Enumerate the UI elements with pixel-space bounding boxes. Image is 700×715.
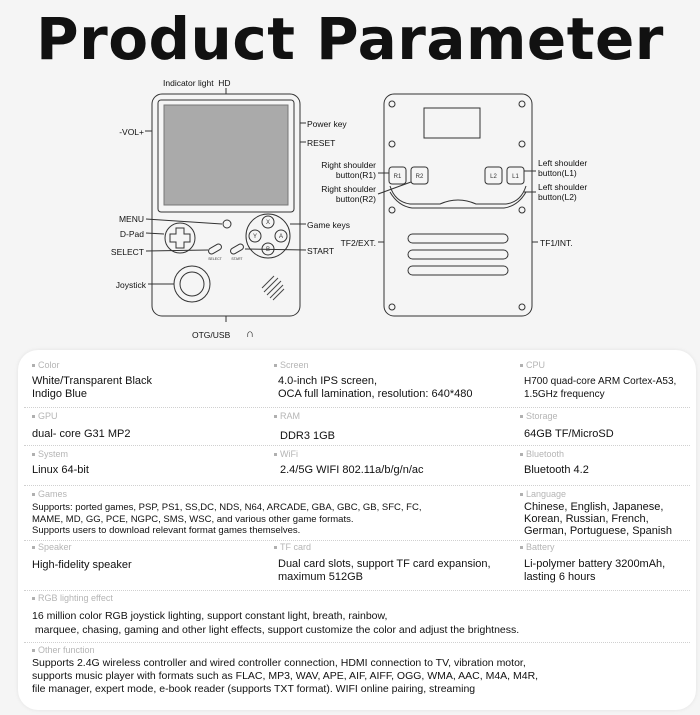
spec-games-value: Supports: ported games, PSP, PS1, SS,DC, NDS, N64, ARCADE, GBA, GBC, GB, SFC, FC, MAME, MD, GG, PCE, NGPC, SMS, WSC, and various other game formats. Supports users to download relevant format games themselves.	[32, 502, 422, 536]
spec-storage-value: 64GB TF/MicroSD	[524, 428, 614, 440]
spec-gpu-title: GPU	[32, 411, 58, 422]
spec-battery-title: Battery	[520, 542, 555, 553]
start-pill	[229, 243, 244, 255]
label-game-keys: Game keys	[307, 220, 350, 230]
device-line-art	[0, 78, 700, 348]
label-right-shoulder-r2: Right shoulder button(R2)	[321, 184, 376, 204]
select-pill	[207, 243, 222, 255]
btn-r2-label: R2	[415, 174, 424, 180]
spec-rgb-title: RGB lighting effect	[32, 593, 113, 604]
label-select: SELECT	[110, 247, 144, 257]
spec-cpu-value: H700 quad-core ARM Cortex-A53, 1.5GHz frequency	[524, 376, 677, 400]
spec-color-title: Color	[32, 360, 60, 371]
front-screen	[164, 105, 288, 205]
spec-speaker-value: High-fidelity speaker	[32, 559, 132, 571]
joystick-outer	[174, 266, 210, 302]
btn-y-label: Y	[252, 234, 258, 240]
select-pill-text: SELECT	[208, 257, 222, 261]
spec-battery-value: Li-polymer battery 3200mAh, lasting 6 hours	[524, 558, 666, 583]
label-hd: HD	[218, 78, 231, 88]
spec-screen-value: 4.0-inch IPS screen, OCA full lamination, resolution: 640*480	[278, 375, 473, 400]
spec-cpu-title: CPU	[520, 360, 545, 371]
menu-button	[223, 220, 231, 228]
back-body	[384, 94, 532, 316]
spec-card	[18, 350, 696, 710]
spec-games-title: Games	[32, 489, 67, 500]
label-otg-usb: OTG/USB	[192, 330, 231, 340]
spec-wifi-title: WiFi	[274, 449, 298, 460]
spec-other-value: Supports 2.4G wireless controller and wired controller connection, HDMI connection to TV, vibration motor, supports music player with formats such as FLAC, MP3, WAV, APE, AIF, AIFF, OGG, WMA, AAC, M4A, M4R, file manager, expert mode, e-book reader (supports TXT format). WIFI online pairing, streaming	[32, 657, 539, 695]
btn-l1-label: L1	[512, 174, 519, 180]
spec-wifi-value: 2.4/5G WIFI 802.11a/b/g/n/ac	[280, 464, 424, 476]
label-power-key: Power key	[307, 119, 347, 129]
spec-bluetooth-title: Bluetooth	[520, 449, 564, 460]
btn-r1-label: R1	[393, 174, 402, 180]
spec-rgb-value: 16 million color RGB joystick lighting, support constant light, breath, rainbow, marquee, chasing, gaming and other light effects, support customize the color and adjust the brightness.	[32, 610, 520, 636]
btn-a-label: A	[278, 234, 284, 240]
label-left-shoulder-l1: Left shoulder button(L1)	[538, 158, 588, 178]
speaker-grille	[262, 276, 284, 300]
label-reset: RESET	[307, 138, 336, 148]
start-pill-text: START	[231, 257, 243, 261]
spec-system-value: Linux 64-bit	[32, 464, 89, 476]
label-left-shoulder-l2: Left shoulder button(L2)	[538, 182, 588, 202]
label-dpad: D-Pad	[119, 229, 144, 239]
btn-l2-label: L2	[490, 174, 497, 180]
label-menu: MENU	[118, 214, 144, 224]
label-tf1: TF1/INT.	[540, 238, 573, 248]
spec-gpu-value: dual- core G31 MP2	[32, 428, 131, 440]
spec-ram-title: RAM	[274, 411, 300, 422]
back-label-area	[424, 108, 480, 138]
label-start: START	[307, 246, 335, 256]
label-vol: -VOL+	[119, 127, 144, 137]
headphone-icon: ∩	[246, 328, 254, 340]
label-joystick: Joystick	[115, 280, 146, 290]
label-indicator-light: Indicator light HD	[163, 78, 231, 88]
spec-tfcard-value: Dual card slots, support TF card expansion, maximum 512GB	[278, 558, 491, 583]
spec-speaker-title: Speaker	[32, 542, 72, 553]
page-title: Product Parameter	[36, 5, 664, 73]
joystick-inner	[180, 272, 204, 296]
spec-bluetooth-value: Bluetooth 4.2	[524, 464, 589, 476]
spec-screen-title: Screen	[274, 360, 309, 371]
spec-system-title: System	[32, 449, 68, 460]
dpad-cross	[170, 228, 190, 248]
spec-language-title: Language	[520, 489, 566, 500]
spec-language-value: Chinese, English, Japanese, Korean, Russian, French, German, Portuguese, Spanish	[524, 501, 672, 537]
btn-b-label: B	[265, 247, 271, 253]
label-tf2: TF2/EXT.	[340, 238, 376, 248]
spec-tfcard-title: TF card	[274, 542, 311, 553]
spec-ram-value: DDR3 1GB	[280, 430, 336, 442]
spec-storage-title: Storage	[520, 411, 558, 422]
label-right-shoulder-r1: Right shoulder button(R1)	[321, 160, 376, 180]
spec-other-title: Other function	[32, 645, 95, 656]
btn-x-label: X	[265, 220, 271, 226]
spec-color-value: White/Transparent Black Indigo Blue	[32, 375, 153, 400]
device-diagram	[0, 78, 700, 348]
